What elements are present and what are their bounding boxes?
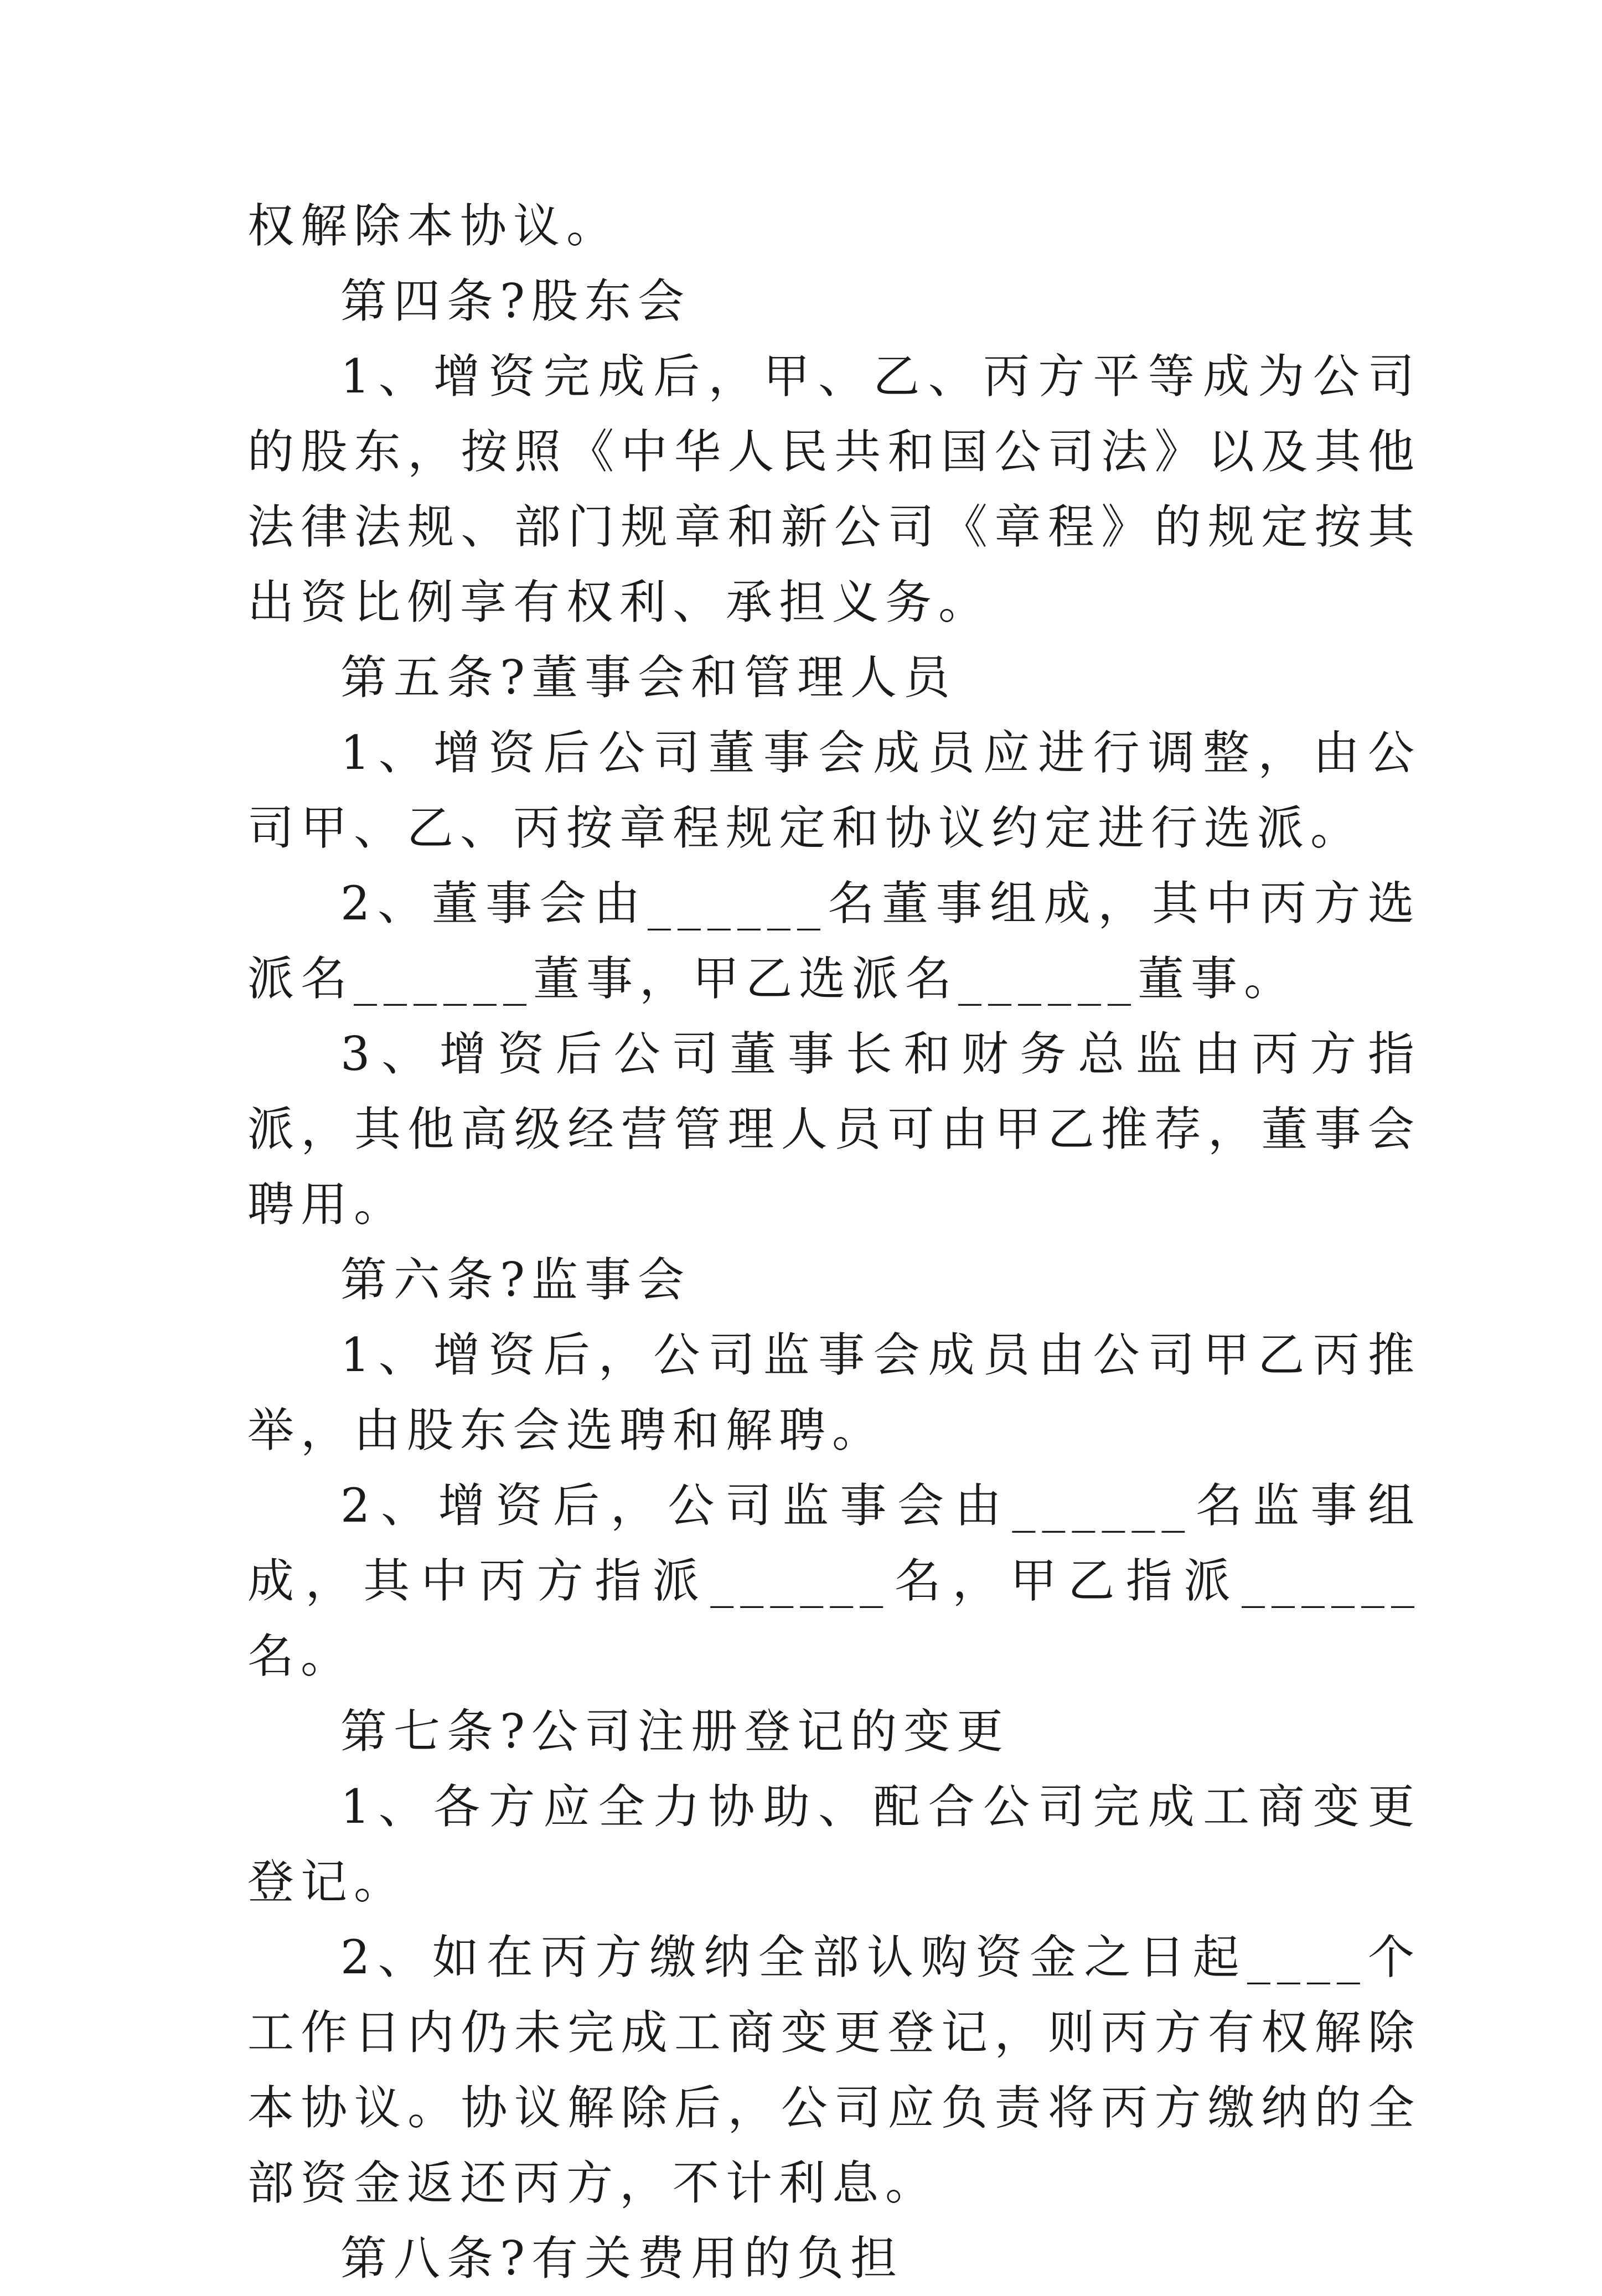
article-5-heading: 第五条?董事会和管理人员 xyxy=(340,650,957,705)
article-4-clause-1: 1、增资完成后，甲、乙、丙方平等成为公司的股东，按照《中华人民共和国公司法》以及其他法律法规、部门规章和新公司《章程》的规定按其出资比例享有权利、承担义务。 xyxy=(247,349,1421,629)
article-5-clause-2: 2、董事会由______名董事组成，其中丙方选派名______董事，甲乙选派名______董事。 xyxy=(247,876,1421,1006)
article-6-heading: 第六条?监事会 xyxy=(340,1253,691,1307)
article-4-heading: 第四条?股东会 xyxy=(340,274,691,328)
article-7-clause-2: 2、如在丙方缴纳全部认购资金之日起____个工作日内仍未完成工商变更登记，则丙方有权解除本协议。协议解除后，公司应负责将丙方缴纳的全部资金返还丙方，不计利息。 xyxy=(247,1930,1421,2210)
article-8-heading: 第八条?有关费用的负担 xyxy=(340,2231,904,2285)
article-7-heading: 第七条?公司注册登记的变更 xyxy=(340,1704,1010,1759)
paragraph-continuation: 权解除本协议。 xyxy=(247,199,620,253)
article-6-clause-1: 1、增资后，公司监事会成员由公司甲乙丙推举，由股东会选聘和解聘。 xyxy=(247,1328,1421,1457)
document-body xyxy=(247,188,1421,2296)
article-5-clause-3: 3、增资后公司董事长和财务总监由丙方指派，其他高级经营管理人员可由甲乙推荐，董事会聘用。 xyxy=(247,1027,1421,1232)
article-5-clause-1: 1、增资后公司董事会成员应进行调整，由公司甲、乙、丙按章程规定和协议约定进行选派。 xyxy=(247,726,1421,855)
article-6-clause-2: 2、增资后，公司监事会由______名监事组成，其中丙方指派______名，甲乙指派______名。 xyxy=(247,1478,1421,1683)
article-7-clause-1: 1、各方应全力协助、配合公司完成工商变更登记。 xyxy=(247,1780,1421,1909)
